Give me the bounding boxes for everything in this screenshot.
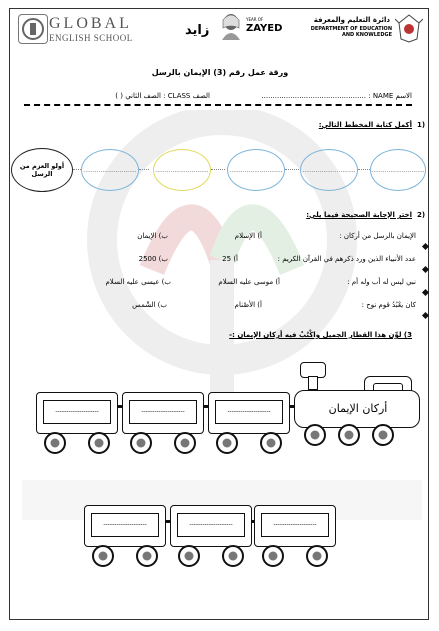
wheel (222, 545, 244, 567)
zayed-arabic: زايد (185, 23, 210, 38)
wagon-input[interactable]: -------------------- (177, 513, 245, 537)
wheel (92, 545, 114, 567)
wagon-input[interactable]: -------------------- (91, 513, 159, 537)
connector (211, 169, 225, 170)
train-wagon-1 (36, 392, 120, 458)
worksheet-title: ورقة عمل رقم (3) الإيمان بالرسل (151, 68, 289, 77)
school-subtitle: ENGLISH SCHOOL (49, 33, 133, 43)
wheel (44, 432, 66, 454)
diagram-oval-3[interactable]: ............................ (227, 149, 285, 191)
dept-arabic: دائرة التعليم والمعرفة (313, 16, 390, 24)
bullet-icon (420, 257, 428, 276)
q2-question-4: كان يعْبُدُ قوم نوح : (361, 301, 416, 309)
wagon-input[interactable]: -------------------- (43, 400, 111, 424)
wheel (304, 424, 326, 446)
connector (285, 169, 299, 170)
school-name: GLOBAL (49, 15, 132, 32)
name-line[interactable]: الاسم NAME : ............................................... (261, 92, 412, 100)
wheel (260, 432, 282, 454)
wheel (178, 545, 200, 567)
bullet-icon (420, 303, 428, 322)
q2-option-a[interactable]: أ) الإسلام (234, 232, 262, 240)
dept-english-2: AND KNOWLEDGE (341, 32, 392, 38)
q3-prompt: 3) لوِّن هذا القطار الجميل واكْتُبْ فيه أركان الإيمان :- (229, 331, 412, 339)
q2-question-1: الإيمان بالرسل من أركان : (339, 232, 416, 240)
q2-items (20, 230, 430, 330)
q2-number: 2) (417, 211, 426, 219)
bullet-icon (420, 234, 428, 253)
q2-option-b[interactable]: ب) الإيمان (137, 232, 168, 240)
q2-option-b[interactable]: ب) عيسى عليه السلام (105, 278, 171, 286)
engine-stack (308, 376, 318, 390)
diagram-oval-1[interactable]: ............................ (81, 149, 139, 191)
connector (358, 169, 370, 170)
wheel (338, 424, 360, 446)
q2-option-a[interactable]: أ) موسى عليه السلام (218, 278, 280, 286)
diagram-oval-4[interactable]: ............................ (300, 149, 358, 191)
wheel (372, 424, 394, 446)
q2-option-b[interactable]: ب) 2500 (138, 255, 168, 263)
train-wagon-6 (254, 505, 338, 571)
bullet-icon (420, 280, 428, 299)
train-wagon-2 (122, 392, 206, 458)
wheel (130, 432, 152, 454)
diagram-root-oval: أولو العزم من الرسل (11, 148, 73, 192)
diagram-oval-5[interactable]: ............................ (370, 149, 426, 191)
engine-label[interactable]: أركان الإيمان (328, 402, 388, 415)
q2-option-b[interactable]: ب) الشّمس (132, 301, 167, 309)
diagram-oval-2[interactable]: ............................ (153, 149, 211, 191)
q2-option-a[interactable]: أ) 25 (222, 255, 238, 263)
q2-option-a[interactable]: أ) الأصْنام (234, 301, 262, 309)
wheel (174, 432, 196, 454)
wheel (88, 432, 110, 454)
wheel (262, 545, 284, 567)
header-divider (24, 104, 412, 106)
wagon-input[interactable]: -------------------- (215, 400, 283, 424)
wheel (136, 545, 158, 567)
zayed-english: ZAYED (246, 23, 283, 34)
class-line[interactable]: الصف CLASS : الصف الثاني ( ) (115, 92, 210, 100)
wheel (306, 545, 328, 567)
q1-prompt: أكمل كتابة المخطط التالي: (318, 121, 412, 129)
q2-prompt: اختر الإجابة الصحيحة فيما يلي: (306, 211, 412, 219)
wagon-input[interactable]: -------------------- (129, 400, 197, 424)
train-wagon-3 (208, 392, 292, 458)
dept-english-1: DEPARTMENT OF EDUCATION (310, 26, 392, 32)
q2-question-2: عدد الأنبياء الذين ورد ذكرهم في القرآن الكريم : (277, 255, 416, 263)
q1-number: 1) (417, 121, 426, 129)
connector (139, 169, 149, 170)
train-wagon-5 (170, 505, 254, 571)
zayed-year-of: YEAR OF (246, 17, 264, 22)
school-logo-icon (18, 14, 48, 44)
uae-emblem-icon (395, 13, 423, 43)
train-engine (290, 362, 428, 450)
q2-question-3: نبي ليس له أب وله أم : (347, 278, 416, 286)
wheel (216, 432, 238, 454)
train-wagon-4 (84, 505, 168, 571)
wagon-input[interactable]: -------------------- (261, 513, 329, 537)
connector (73, 169, 81, 170)
zayed-portrait-icon (220, 12, 242, 40)
